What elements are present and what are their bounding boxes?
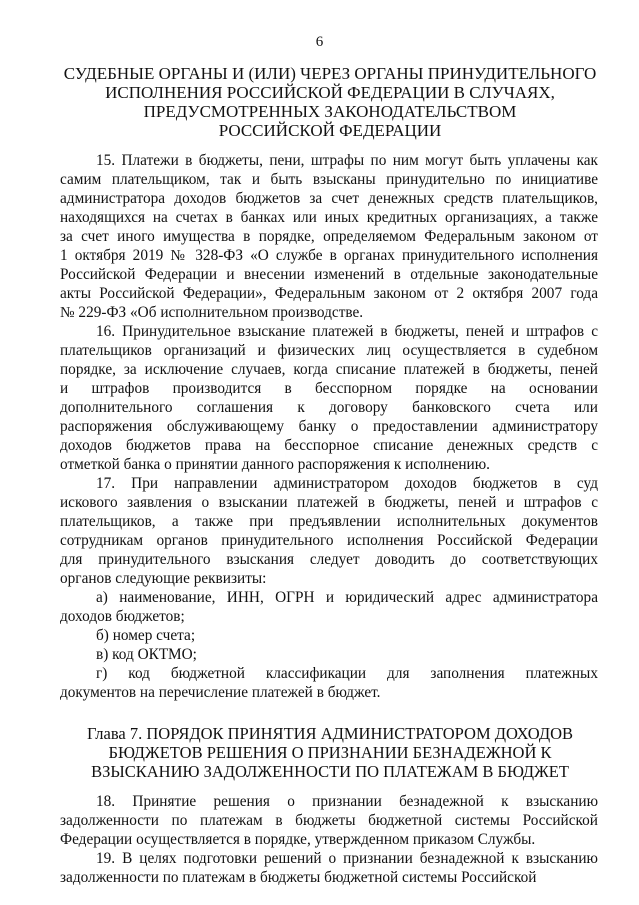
section-heading (60, 64, 600, 140)
text-line: документов на перечисление платежей в бюджет. (60, 684, 381, 701)
chapter-heading-line: Глава 7. ПОРЯДОК ПРИНЯТИЯ АДМИНИСТРАТОРОМ ДОХОДОВ (86, 724, 573, 743)
text-line: доходов бюджетов права на бесспорное списание денежных средств с (60, 437, 598, 454)
text-line: дополнительного соглашения к договору банковского счета или (60, 399, 598, 416)
chapter-heading-line: ВЗЫСКАНИЮ ЗАДОЛЖЕННОСТИ ПО ПЛАТЕЖАМ В БЮДЖЕТ (91, 762, 569, 781)
text-line: доходов бюджетов; (60, 608, 185, 625)
section-heading-line: РОССИЙСКОЙ ФЕДЕРАЦИИ (218, 121, 442, 140)
section-heading-line: ПРЕДУСМОТРЕННЫХ ЗАКОНОДАТЕЛЬСТВОМ (143, 102, 517, 121)
text-line: и штрафов производится в бесспорном порядке на основании (60, 380, 598, 397)
text-line: в) код ОКТМО; (96, 646, 197, 663)
section-heading-line: СУДЕБНЫЕ ОРГАНЫ И (ИЛИ) ЧЕРЕЗ ОРГАНЫ ПРИНУДИТЕЛЬНОГО (63, 64, 597, 83)
text-line: плательщиков организаций и физических лиц осуществляется в судебном (60, 342, 598, 359)
requisite-b (60, 626, 598, 645)
text-line: отметкой банка о принятии данного распоряжения к исполнению. (60, 456, 490, 473)
text-line: задолженности по платежам в бюджеты бюджетной системы Российской (60, 869, 537, 886)
text-line: 19. В целях подготовки решений о признании безнадежной к взысканию (96, 850, 598, 867)
section-heading-line: ИСПОЛНЕНИЯ РОССИЙСКОЙ ФЕДЕРАЦИИ В СЛУЧАЯХ, (105, 83, 555, 102)
text-line: а) наименование, ИНН, ОГРН и юридический адрес администратора (96, 589, 598, 606)
text-line: задолженности по платежам в бюджеты бюджетной системы Российской (60, 812, 598, 829)
text-line: 16. Принудительное взыскание платежей в бюджеты, пеней и штрафов с (96, 323, 598, 340)
requisite-a (60, 588, 598, 626)
paragraph-19 (60, 849, 598, 887)
text-line: самим плательщиком, так и быть взысканы принудительно по инициативе (60, 171, 598, 188)
text-line: Федерации осуществляется в порядке, утвержденном приказом Службы. (60, 831, 536, 848)
text-line: для принудительного взыскания следует доводить до соответствующих (60, 551, 598, 568)
text-line: акты Российской Федерации», Федеральным законом от 2 октября 2007 года (60, 285, 598, 302)
text-line: за счет иного имущества в порядке, определяемом Федеральным законом от (60, 228, 598, 245)
text-line: плательщиков, а также при предъявлении исполнительных документов (60, 513, 598, 530)
text-line: органов следующие реквизиты: (60, 570, 267, 587)
paragraph-17 (60, 474, 598, 588)
text-line: № 229-ФЗ «Об исполнительном производстве. (60, 304, 364, 321)
requisite-c (60, 645, 598, 664)
text-line: 18. Принятие решения о признании безнадежной к взысканию (96, 793, 598, 810)
paragraph-16 (60, 322, 598, 474)
text-line: 15. Платежи в бюджеты, пени, штрафы по ним могут быть уплачены как (96, 152, 598, 169)
text-line: искового заявления о взыскании платежей в бюджеты, пеней и штрафов с (60, 494, 598, 511)
text-line: находящихся на счетах в банках или иных кредитных организациях, а также (60, 209, 598, 226)
text-line: распоряжения обслуживающему банку о предоставлении администратору (60, 418, 598, 435)
chapter-heading-line: БЮДЖЕТОВ РЕШЕНИЯ О ПРИЗНАНИИ БЕЗНАДЕЖНОЙ К (108, 743, 552, 762)
text-line: администратора доходов бюджетов за счет денежных средств плательщиков, (60, 190, 598, 207)
text-line: сотрудникам органов принудительного исполнения Российской Федерации (60, 532, 598, 549)
paragraph-15 (60, 151, 598, 322)
requisite-d (60, 664, 598, 702)
paragraph-18 (60, 792, 598, 849)
text-line: порядке, за исключение случаев, когда списание платежей в бюджеты, пеней (60, 361, 598, 378)
text-line: г) код бюджетной классификации для заполнения платежных (96, 665, 598, 682)
page-number: 6 (315, 34, 324, 50)
text-line: б) номер счета; (96, 627, 196, 644)
chapter-heading (40, 724, 620, 781)
text-line: 17. При направлении администратором доходов бюджетов в суд (96, 475, 598, 492)
text-line: 1 октября 2019 № 328-ФЗ «О службе в органах принудительного исполнения (60, 247, 598, 264)
text-line: Российской Федерации и внесении изменений в отдельные законодательные (60, 266, 598, 283)
